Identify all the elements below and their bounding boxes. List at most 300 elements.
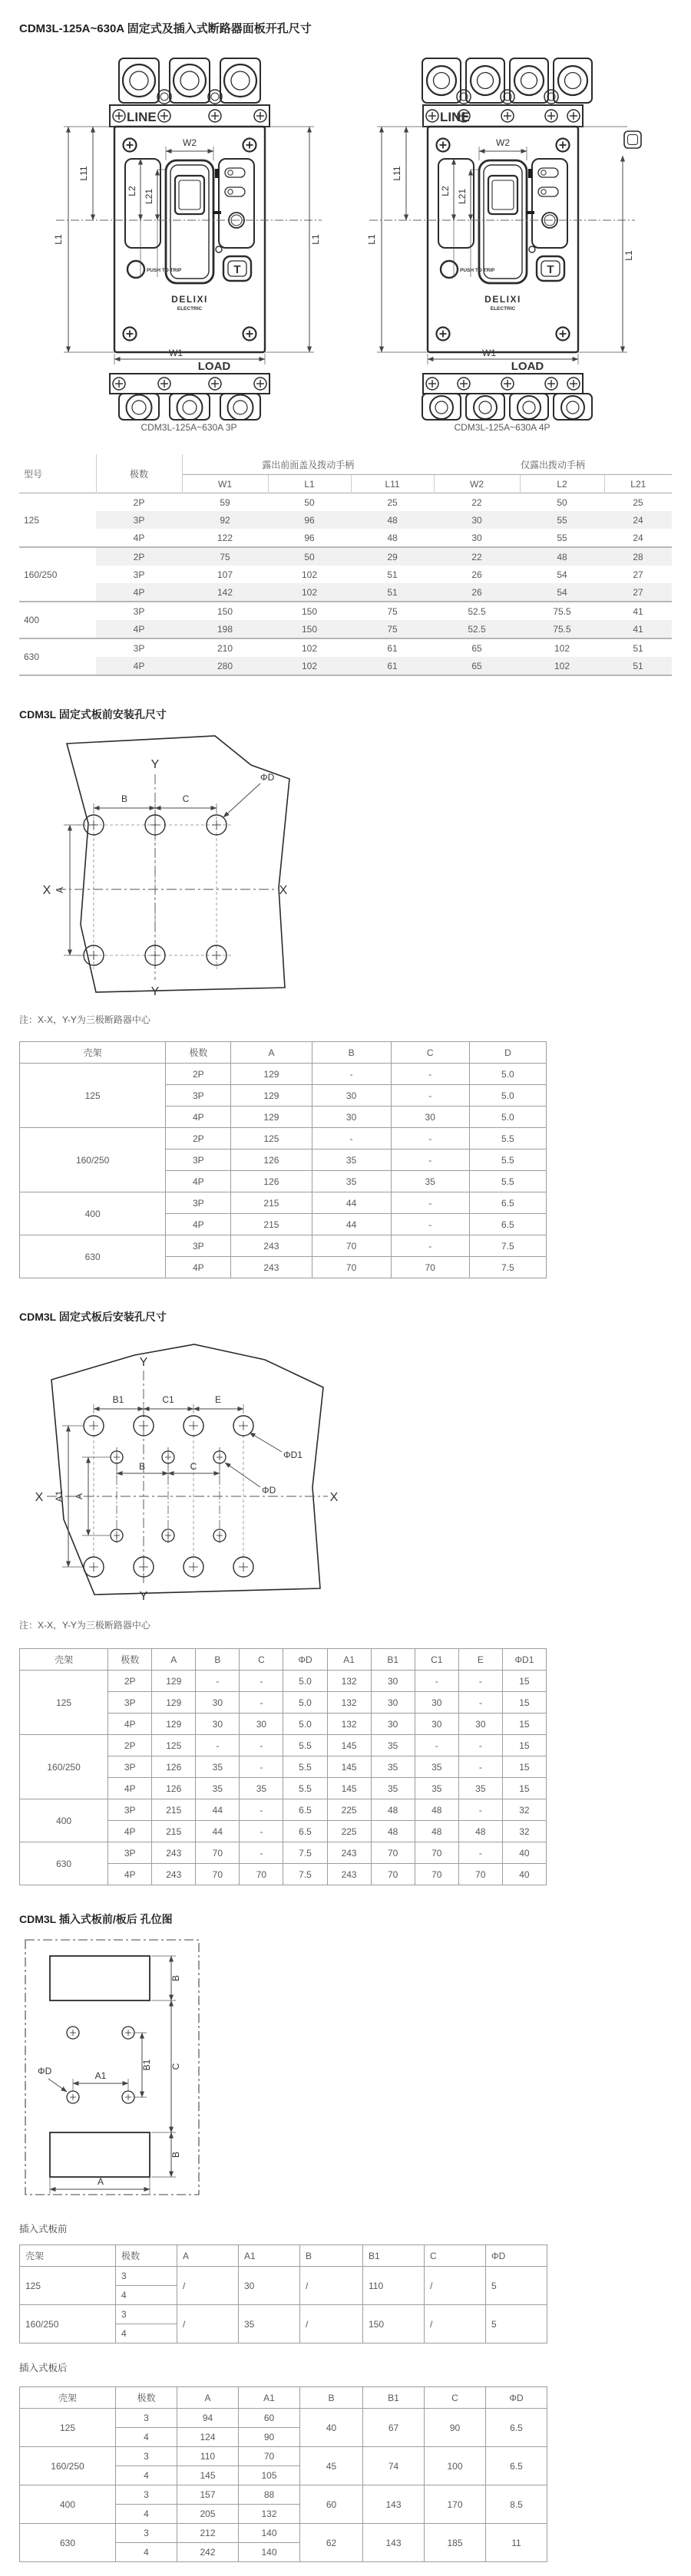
table-cell: 30 bbox=[239, 2267, 300, 2305]
axis-y-top: Y bbox=[139, 1356, 148, 1369]
table-cell: C bbox=[240, 1649, 283, 1671]
table-cell: B1 bbox=[363, 2245, 425, 2267]
table-cell: 48 bbox=[371, 1821, 415, 1842]
table-cell: 215 bbox=[231, 1192, 312, 1214]
table-cell: 126 bbox=[152, 1756, 196, 1778]
axis-y-bottom: Y bbox=[150, 985, 160, 998]
table-cell: 28 bbox=[604, 547, 672, 566]
t-button-label: T bbox=[547, 263, 554, 276]
table-cell: 15 bbox=[502, 1692, 546, 1713]
table-cell: 4P bbox=[166, 1257, 231, 1278]
breaker-4p-column bbox=[357, 48, 647, 433]
table-cell: 型号 bbox=[19, 454, 96, 493]
table-cell: / bbox=[177, 2305, 239, 2343]
table-cell: 29 bbox=[351, 547, 434, 566]
dim-l2: L2 bbox=[127, 186, 137, 196]
table-row bbox=[20, 2305, 547, 2324]
table-cell: 35 bbox=[239, 2305, 300, 2343]
dim-b1: B1 bbox=[112, 1394, 124, 1405]
table-row bbox=[19, 547, 672, 566]
table-cell: 124 bbox=[177, 2428, 239, 2447]
table-cell: 88 bbox=[239, 2485, 300, 2505]
table-cell: B bbox=[196, 1649, 240, 1671]
table-row bbox=[20, 1192, 547, 1214]
table-cell: 143 bbox=[363, 2485, 425, 2524]
axis-x-right: X bbox=[329, 1491, 339, 1504]
dim-a: A bbox=[55, 886, 65, 894]
table-cell: 3P bbox=[108, 1756, 152, 1778]
table-cell: 35 bbox=[458, 1778, 502, 1799]
table-cell: 65 bbox=[471, 642, 482, 654]
table-cell: 15 bbox=[502, 1756, 546, 1778]
plugin-rear-table bbox=[19, 2386, 547, 2562]
table-cell: 6.5 bbox=[469, 1214, 546, 1235]
table-cell: L1 bbox=[268, 475, 351, 493]
table-cell: 15 bbox=[502, 1671, 546, 1692]
table-cell: 129 bbox=[152, 1671, 196, 1692]
table-row bbox=[19, 638, 672, 657]
table-cell: - bbox=[391, 1192, 469, 1214]
dim-l1: L1 bbox=[366, 234, 377, 245]
axis-y-top: Y bbox=[150, 758, 160, 771]
table-cell: 5.0 bbox=[283, 1671, 327, 1692]
table-cell: 6.5 bbox=[486, 2409, 547, 2447]
table-cell: L2 bbox=[520, 475, 604, 493]
dim-l11: L11 bbox=[392, 166, 402, 181]
table-cell: 32 bbox=[502, 1799, 546, 1821]
table-cell: 243 bbox=[152, 1864, 196, 1885]
table-cell: 96 bbox=[268, 529, 351, 547]
table-cell: 5 bbox=[486, 2305, 547, 2343]
dim-b-bottom: B bbox=[170, 2151, 181, 2159]
table-cell: 50 bbox=[304, 496, 315, 508]
table-cell: 壳架 bbox=[20, 2387, 116, 2409]
table-row bbox=[19, 657, 672, 675]
table-row bbox=[20, 2267, 547, 2286]
table-cell: 48 bbox=[415, 1821, 458, 1842]
dim-w1: W1 bbox=[169, 348, 183, 358]
table-cell: 52.5 bbox=[434, 620, 520, 638]
table-cell: C bbox=[425, 2387, 486, 2409]
table-cell: - bbox=[391, 1235, 469, 1257]
table-cell: 2P bbox=[166, 1064, 231, 1085]
table-cell: 243 bbox=[231, 1257, 312, 1278]
table-cell: 243 bbox=[327, 1864, 371, 1885]
table-cell: - bbox=[240, 1842, 283, 1864]
table-cell: 40 bbox=[502, 1842, 546, 1864]
table-cell: 140 bbox=[239, 2524, 300, 2543]
dim-a1: A1 bbox=[54, 1490, 64, 1502]
dim-a: A bbox=[74, 1492, 84, 1500]
dim-b: B bbox=[138, 1461, 146, 1472]
table-cell: 62 bbox=[300, 2524, 363, 2562]
table-cell: C bbox=[391, 1042, 469, 1064]
table-cell: 40 bbox=[300, 2409, 363, 2447]
page-title: CDM3L-125A~630A 固定式及插入式断路器面板开孔尺寸 bbox=[19, 22, 312, 35]
table-cell: 3P bbox=[133, 642, 145, 654]
table-cell: C1 bbox=[415, 1649, 458, 1671]
table-cell: 30 bbox=[312, 1085, 391, 1107]
plugin-front-label: 插入式板前 bbox=[19, 2224, 68, 2235]
note-center-axes: 注：X-X，Y-Y为三极断路器中心 bbox=[19, 1620, 150, 1631]
table-cell: 132 bbox=[327, 1671, 371, 1692]
table-cell: 3P bbox=[133, 605, 145, 617]
table-cell: 4P bbox=[96, 583, 182, 602]
table-cell: 70 bbox=[371, 1842, 415, 1864]
table-cell: 242 bbox=[177, 2543, 239, 2562]
table-cell: 6.5 bbox=[283, 1799, 327, 1821]
table-cell: / bbox=[300, 2267, 363, 2305]
table-cell: 壳架 bbox=[20, 2245, 116, 2267]
table-cell: 75 bbox=[387, 605, 398, 617]
table-cell: 54 bbox=[557, 569, 567, 580]
terminal-slot-bottom bbox=[50, 2132, 150, 2177]
table-row bbox=[20, 1649, 547, 1671]
table-cell: 160/250 bbox=[20, 2305, 116, 2343]
table-cell: 32 bbox=[502, 1821, 546, 1842]
table-cell: 70 bbox=[312, 1257, 391, 1278]
table-cell: 243 bbox=[231, 1235, 312, 1257]
table-cell: L11 bbox=[351, 475, 434, 493]
table-cell: 150 bbox=[268, 620, 351, 638]
mounting-plate-outline bbox=[67, 736, 289, 992]
diagram-caption-3p: CDM3L-125A~630A 3P bbox=[141, 422, 237, 433]
table-cell: 210 bbox=[217, 642, 233, 654]
load-label: LOAD bbox=[197, 360, 231, 373]
table-cell: - bbox=[240, 1671, 283, 1692]
table-cell: 44 bbox=[312, 1192, 391, 1214]
table-cell: 4P bbox=[108, 1778, 152, 1799]
table-cell: - bbox=[240, 1756, 283, 1778]
table-cell: - bbox=[458, 1756, 502, 1778]
table-cell: ΦD bbox=[486, 2245, 547, 2267]
table-cell: 2P bbox=[133, 496, 145, 508]
table-cell: 122 bbox=[182, 529, 268, 547]
table-cell: 55 bbox=[520, 511, 604, 529]
table-cell: 仅露出拨动手柄 bbox=[434, 454, 672, 475]
table-cell: 129 bbox=[231, 1085, 312, 1107]
table-cell: A bbox=[152, 1649, 196, 1671]
table-cell: 60 bbox=[239, 2409, 300, 2428]
table-cell: 48 bbox=[520, 547, 604, 566]
toggle-outline bbox=[479, 160, 527, 283]
breaker-diagram-4p bbox=[357, 48, 647, 421]
table-row bbox=[19, 511, 672, 529]
table-cell: 160/250 bbox=[19, 547, 96, 602]
table-cell: B1 bbox=[371, 1649, 415, 1671]
table-cell: 110 bbox=[363, 2267, 425, 2305]
brand-label: DELIXI bbox=[484, 294, 521, 305]
table-row bbox=[20, 1671, 547, 1692]
table-cell: A bbox=[231, 1042, 312, 1064]
table-cell: - bbox=[196, 1671, 240, 1692]
table-cell: 5.0 bbox=[283, 1692, 327, 1713]
terminal-slot-top bbox=[50, 1956, 150, 2000]
table-cell: 280 bbox=[182, 657, 268, 675]
table-cell: 极数 bbox=[166, 1042, 231, 1064]
table-row bbox=[19, 566, 672, 583]
load-label: LOAD bbox=[511, 360, 544, 373]
dim-a: A bbox=[97, 2176, 104, 2187]
table-cell: 2P bbox=[108, 1671, 152, 1692]
table-cell: 27 bbox=[633, 569, 643, 580]
table-row bbox=[20, 2409, 547, 2428]
brand-label: DELIXI bbox=[171, 294, 208, 305]
table-cell: - bbox=[240, 1735, 283, 1756]
table-cell: 30 bbox=[240, 1713, 283, 1735]
table-cell: 50 bbox=[557, 496, 567, 508]
table-cell: 70 bbox=[312, 1235, 391, 1257]
line-label: LINE bbox=[440, 110, 470, 124]
table-cell: 110 bbox=[177, 2447, 239, 2466]
table-cell: - bbox=[391, 1128, 469, 1149]
dim-l2: L2 bbox=[440, 186, 451, 196]
table-cell: 壳架 bbox=[20, 1649, 108, 1671]
table-cell: 3 bbox=[116, 2524, 177, 2543]
table-cell: 3P bbox=[133, 569, 145, 580]
table-cell: 45 bbox=[300, 2447, 363, 2485]
breaker-diagrams bbox=[19, 48, 672, 433]
table-cell: 4 bbox=[116, 2324, 177, 2343]
table-cell: - bbox=[458, 1735, 502, 1756]
table-cell: A1 bbox=[239, 2387, 300, 2409]
table-cell: 54 bbox=[520, 583, 604, 602]
table-cell: 3P bbox=[108, 1799, 152, 1821]
table-cell: 26 bbox=[434, 583, 520, 602]
table-cell: 3P bbox=[166, 1235, 231, 1257]
table-cell: 400 bbox=[19, 602, 96, 638]
table-cell: 225 bbox=[327, 1799, 371, 1821]
table-cell: 35 bbox=[196, 1756, 240, 1778]
table-cell: 90 bbox=[239, 2428, 300, 2447]
table-cell: ΦD bbox=[283, 1649, 327, 1671]
table-cell: 70 bbox=[371, 1864, 415, 1885]
table-cell: 4P bbox=[166, 1107, 231, 1128]
table-cell: 140 bbox=[239, 2543, 300, 2562]
table-cell: / bbox=[300, 2305, 363, 2343]
table-cell: 61 bbox=[387, 642, 398, 654]
table-cell: 630 bbox=[20, 1235, 166, 1278]
table-cell: 5 bbox=[486, 2267, 547, 2305]
table-cell: 5.5 bbox=[469, 1128, 546, 1149]
table-cell: 壳架 bbox=[20, 1042, 166, 1064]
table-cell: / bbox=[425, 2305, 486, 2343]
table-cell: 212 bbox=[177, 2524, 239, 2543]
table-cell: 5.0 bbox=[469, 1085, 546, 1107]
table-cell: 102 bbox=[554, 642, 570, 654]
table-cell: 5.5 bbox=[469, 1149, 546, 1171]
table-cell: 25 bbox=[387, 496, 398, 508]
table-cell: 74 bbox=[363, 2447, 425, 2485]
table-cell: - bbox=[240, 1692, 283, 1713]
axis-x-left: X bbox=[35, 1491, 44, 1504]
push-to-trip-label: PUSH TO TRIP bbox=[147, 268, 182, 273]
table-cell: 44 bbox=[196, 1799, 240, 1821]
table-cell: 30 bbox=[415, 1713, 458, 1735]
table-cell: - bbox=[458, 1842, 502, 1864]
table-cell: 30 bbox=[391, 1107, 469, 1128]
table-cell: / bbox=[177, 2267, 239, 2305]
table-cell: L21 bbox=[604, 475, 672, 493]
plugin-rear-label: 插入式板后 bbox=[19, 2363, 68, 2373]
dim-phid: ΦD bbox=[262, 1485, 276, 1496]
table-cell: - bbox=[391, 1064, 469, 1085]
table-cell: 67 bbox=[363, 2409, 425, 2447]
rear-mount-table bbox=[19, 1648, 547, 1885]
table-cell: 70 bbox=[196, 1864, 240, 1885]
table-cell: 35 bbox=[415, 1756, 458, 1778]
table-cell: 5.5 bbox=[469, 1171, 546, 1192]
table-cell: 125 bbox=[231, 1128, 312, 1149]
table-cell: 129 bbox=[231, 1107, 312, 1128]
table-cell: 5.5 bbox=[283, 1756, 327, 1778]
table-cell: / bbox=[425, 2267, 486, 2305]
table-cell: W1 bbox=[182, 475, 268, 493]
table-cell: 6.5 bbox=[283, 1821, 327, 1842]
table-cell: 3P bbox=[166, 1149, 231, 1171]
table-row bbox=[19, 454, 672, 475]
table-cell: 4 bbox=[116, 2466, 177, 2485]
table-cell: 3 bbox=[116, 2485, 177, 2505]
table-cell: 205 bbox=[177, 2505, 239, 2524]
table-cell: 51 bbox=[633, 642, 643, 654]
table-row bbox=[19, 602, 672, 620]
table-cell: - bbox=[415, 1735, 458, 1756]
table-cell: 70 bbox=[415, 1864, 458, 1885]
table-cell: 145 bbox=[177, 2466, 239, 2485]
table-cell: - bbox=[458, 1692, 502, 1713]
table-row bbox=[20, 2485, 547, 2505]
table-cell: 51 bbox=[351, 583, 434, 602]
brand-sub-label: ELECTRIC bbox=[177, 306, 203, 312]
table-cell: 129 bbox=[152, 1692, 196, 1713]
section-title-fixed-rear: CDM3L 固定式板后安装孔尺寸 bbox=[19, 1311, 167, 1323]
table-cell: - bbox=[196, 1735, 240, 1756]
table-cell: 215 bbox=[231, 1214, 312, 1235]
table-cell: 126 bbox=[231, 1149, 312, 1171]
table-cell: 160/250 bbox=[20, 1735, 108, 1799]
table-cell: 3P bbox=[96, 511, 182, 529]
axis-y-bottom: Y bbox=[139, 1590, 148, 1602]
table-cell: 630 bbox=[20, 1842, 108, 1885]
table-row bbox=[19, 620, 672, 638]
table-cell: 215 bbox=[152, 1821, 196, 1842]
table-cell: 150 bbox=[301, 605, 318, 617]
dim-w2: W2 bbox=[183, 137, 197, 148]
dim-b: B bbox=[121, 793, 128, 804]
line-label: LINE bbox=[127, 110, 157, 124]
table-cell: 243 bbox=[152, 1842, 196, 1864]
panel-cutout-table bbox=[19, 454, 672, 676]
dim-l21: L21 bbox=[144, 188, 154, 205]
table-cell: 126 bbox=[231, 1171, 312, 1192]
table-cell: 94 bbox=[177, 2409, 239, 2428]
table-cell: - bbox=[391, 1214, 469, 1235]
table-cell: - bbox=[391, 1149, 469, 1171]
dim-c: C bbox=[190, 1461, 197, 1472]
rear-mount-hole-diagram bbox=[19, 1332, 342, 1602]
breaker-diagram-3p bbox=[44, 48, 334, 421]
table-cell: 7.5 bbox=[469, 1235, 546, 1257]
table-cell: E bbox=[458, 1649, 502, 1671]
table-cell: 3P bbox=[108, 1842, 152, 1864]
table-cell: 630 bbox=[20, 2524, 116, 2562]
table-cell: 4P bbox=[166, 1171, 231, 1192]
dim-a1: A1 bbox=[94, 2070, 107, 2081]
table-cell: 75.5 bbox=[520, 620, 604, 638]
table-cell: 27 bbox=[604, 583, 672, 602]
table-cell: 126 bbox=[152, 1778, 196, 1799]
table-cell: 70 bbox=[415, 1842, 458, 1864]
push-to-trip-label: PUSH TO TRIP bbox=[460, 268, 495, 273]
table-cell: D bbox=[469, 1042, 546, 1064]
dim-l11: L11 bbox=[78, 166, 89, 181]
table-cell: 400 bbox=[20, 1192, 166, 1235]
table-cell: 24 bbox=[604, 511, 672, 529]
table-cell: 70 bbox=[240, 1864, 283, 1885]
brand-sub-label: ELECTRIC bbox=[490, 306, 516, 312]
table-cell: 75 bbox=[182, 547, 268, 566]
table-cell: 35 bbox=[312, 1171, 391, 1192]
table-cell: 75 bbox=[351, 620, 434, 638]
table-cell: - bbox=[458, 1799, 502, 1821]
table-cell: 65 bbox=[434, 657, 520, 675]
table-cell: 125 bbox=[19, 493, 96, 548]
table-cell: 185 bbox=[425, 2524, 486, 2562]
table-cell: 107 bbox=[217, 569, 233, 580]
table-cell: 96 bbox=[268, 511, 351, 529]
table-cell: 5.5 bbox=[283, 1735, 327, 1756]
table-cell: 15 bbox=[502, 1778, 546, 1799]
table-cell: 4P bbox=[96, 529, 182, 547]
dim-c: C bbox=[170, 2063, 181, 2070]
table-cell: W2 bbox=[434, 475, 520, 493]
table-cell: 15 bbox=[502, 1713, 546, 1735]
table-cell: 6.5 bbox=[486, 2447, 547, 2485]
table-cell: 48 bbox=[351, 529, 434, 547]
table-cell: 8.5 bbox=[486, 2485, 547, 2524]
table-cell: 70 bbox=[239, 2447, 300, 2466]
table-cell: 51 bbox=[387, 569, 398, 580]
table-cell: 4 bbox=[116, 2543, 177, 2562]
table-cell: 15 bbox=[502, 1735, 546, 1756]
table-cell: 35 bbox=[312, 1149, 391, 1171]
table-row bbox=[20, 2524, 547, 2543]
table-cell: B bbox=[300, 2245, 363, 2267]
breaker-3p-column bbox=[44, 48, 334, 433]
dim-c: C bbox=[182, 793, 190, 804]
table-cell: 3P bbox=[166, 1192, 231, 1214]
table-cell: 41 bbox=[604, 620, 672, 638]
table-cell: 125 bbox=[20, 1671, 108, 1735]
table-cell: 30 bbox=[371, 1671, 415, 1692]
dim-l1-right: L1 bbox=[310, 234, 321, 245]
table-cell: 4P bbox=[108, 1713, 152, 1735]
table-cell: 4P bbox=[108, 1821, 152, 1842]
table-cell: 102 bbox=[520, 657, 604, 675]
table-cell: 198 bbox=[182, 620, 268, 638]
table-cell: 132 bbox=[239, 2505, 300, 2524]
table-cell: 70 bbox=[458, 1864, 502, 1885]
table-cell: 40 bbox=[502, 1864, 546, 1885]
table-cell: 22 bbox=[471, 496, 482, 508]
table-cell: B bbox=[300, 2387, 363, 2409]
table-cell: 30 bbox=[312, 1107, 391, 1128]
front-mount-table bbox=[19, 1041, 547, 1278]
dim-c1: C1 bbox=[162, 1394, 174, 1405]
dim-e: E bbox=[214, 1394, 222, 1405]
table-cell: 35 bbox=[371, 1778, 415, 1799]
